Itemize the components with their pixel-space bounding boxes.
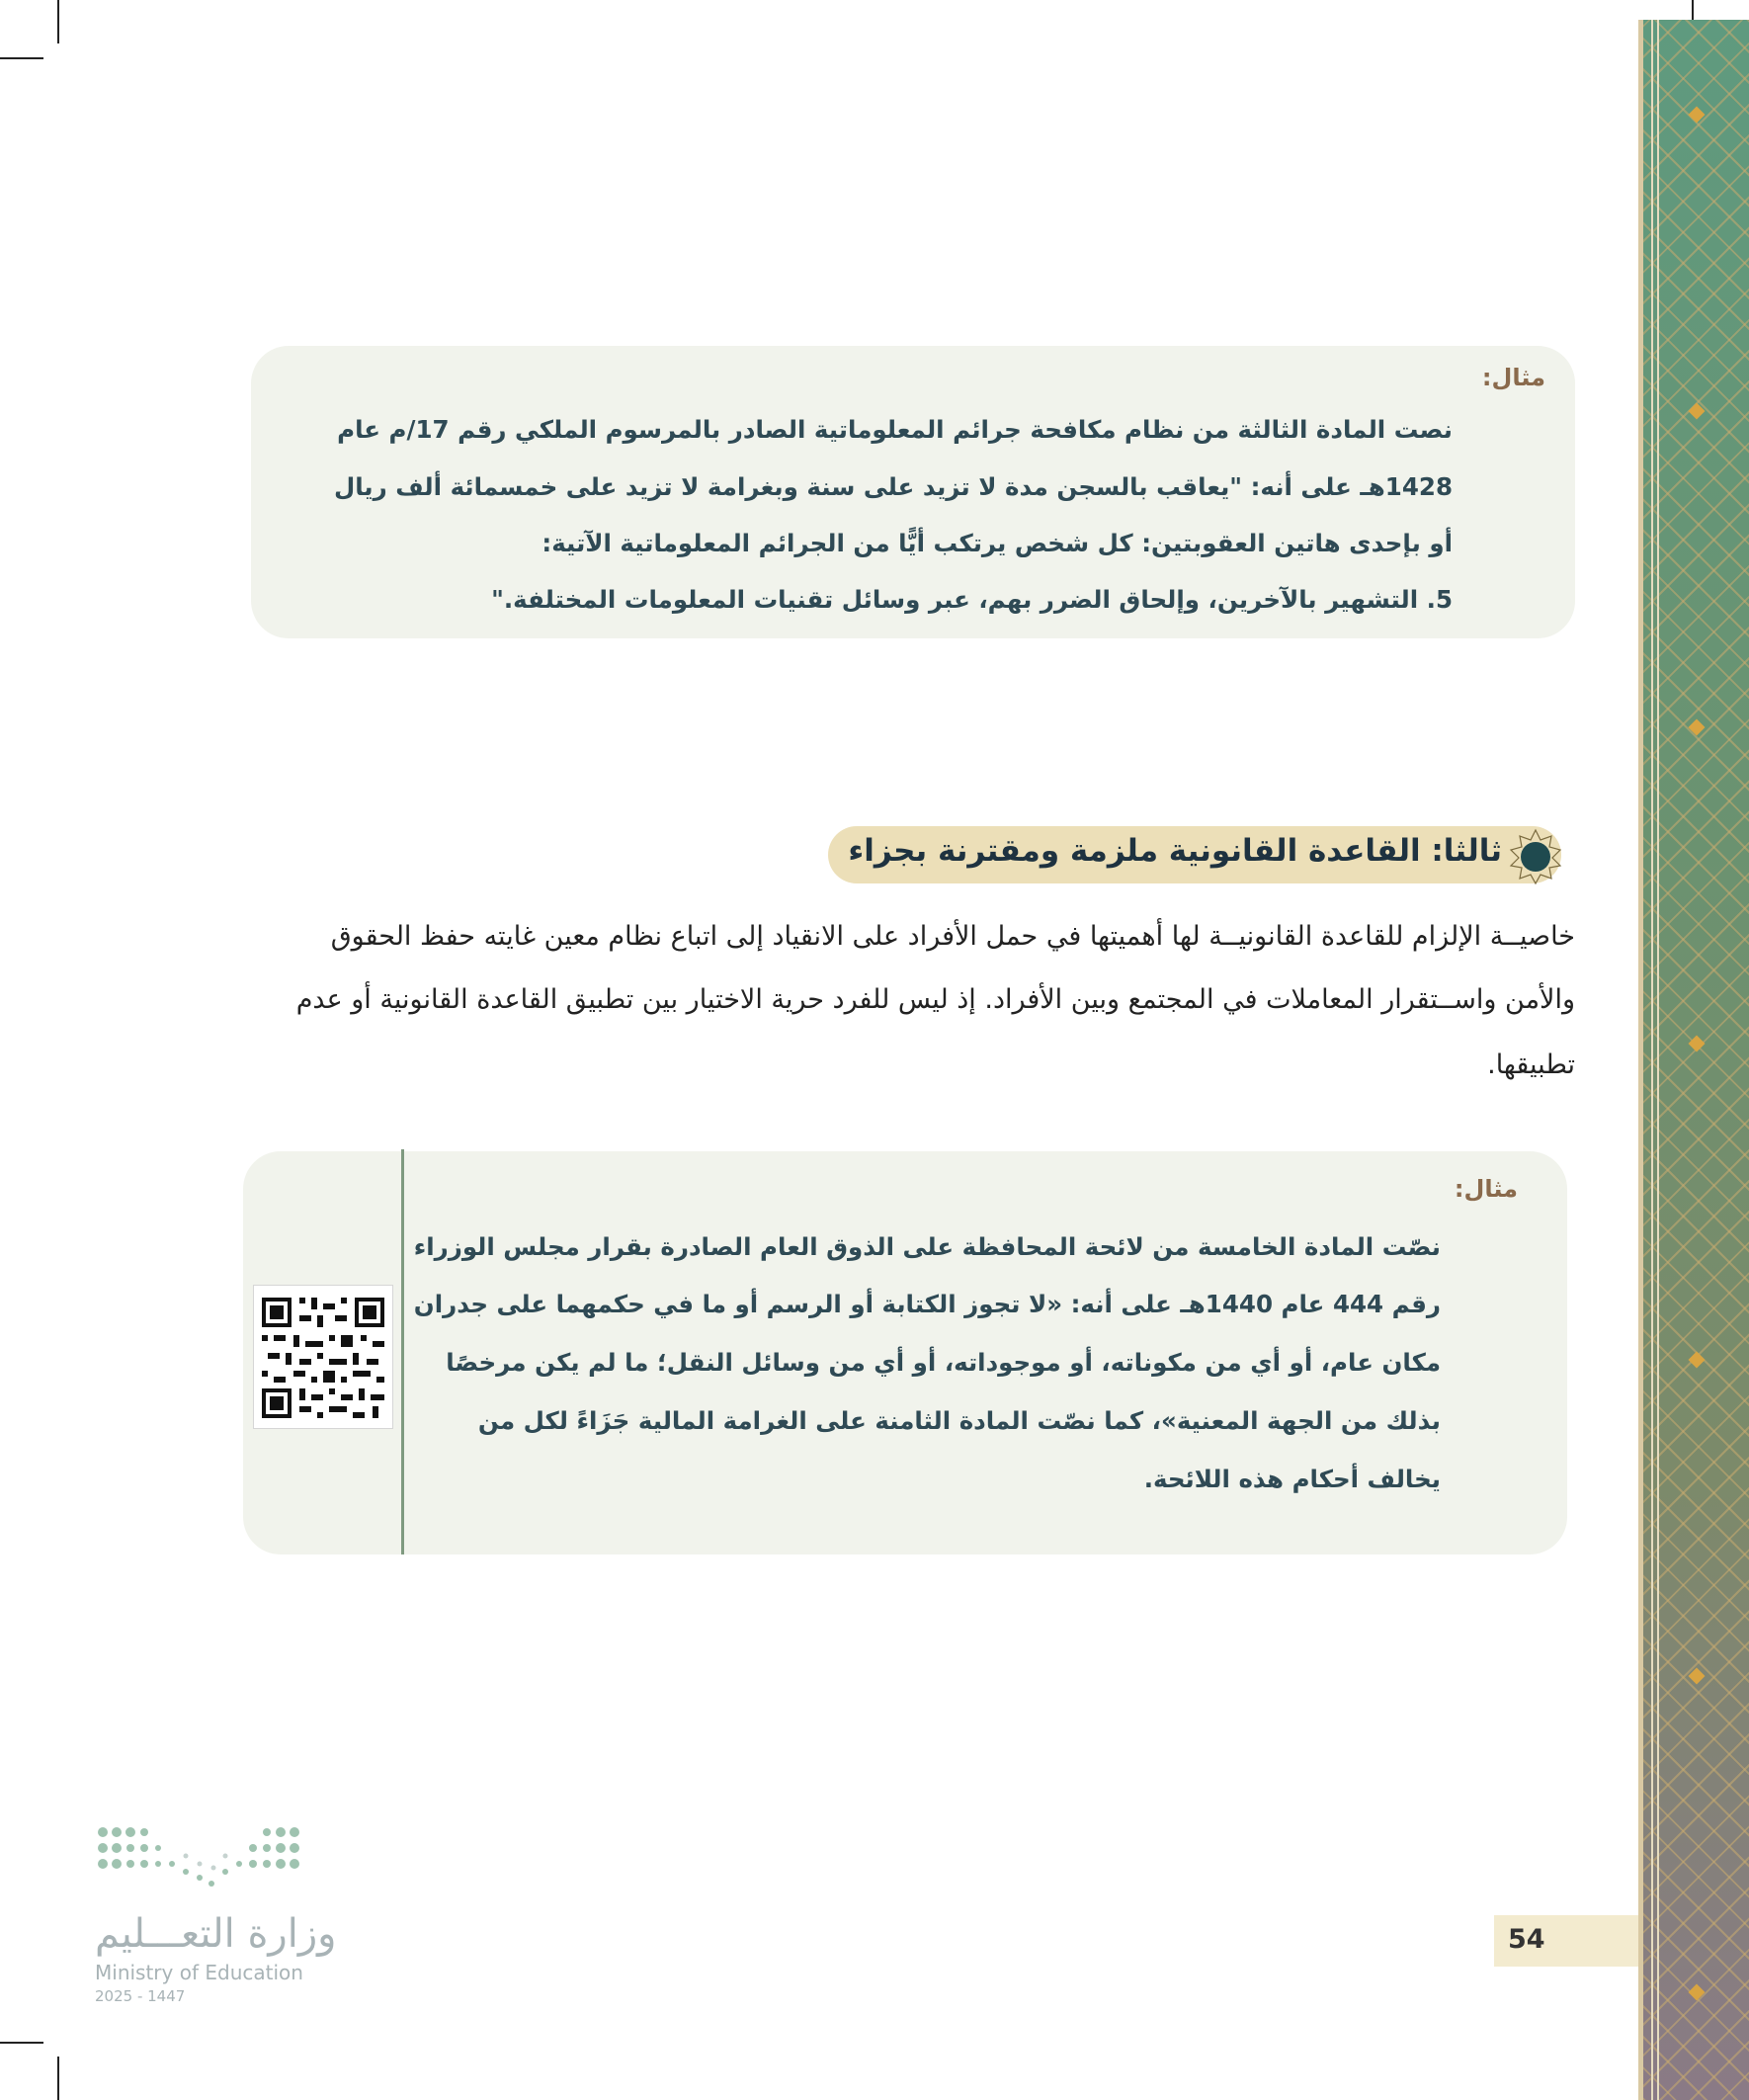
example-box-2	[243, 1151, 1567, 1554]
ministry-logo-icon	[95, 1824, 312, 1893]
example-line: رقم 444 عام 1440هـ على أنه: «لا تجوز الكتابة أو الرسم أو ما في حكمهما على جدران	[413, 1290, 1441, 1318]
crop-mark-top-left-v	[57, 0, 59, 43]
body-text-line: والأمن واســتقرار المعاملات في المجتمع وبين الأفراد. إذ ليس للفرد حرية الاختيار بين تطبيق القاعدة القانونية أو عدم	[295, 984, 1575, 1015]
example-box-1	[251, 346, 1575, 638]
body-text-line: تطبيقها.	[1487, 1050, 1575, 1080]
example-line: 1428هـ على أنه: "يعاقب بالسجن مدة لا تزيد على سنة وبغرامة لا تزيد على خمسمائة ألف ريال	[333, 472, 1453, 501]
ministry-name-english: Ministry of Education	[95, 1961, 303, 1984]
section-heading-pill	[828, 826, 1561, 883]
decorative-border	[1638, 20, 1749, 2100]
crop-mark-bottom-left-v	[57, 2057, 59, 2100]
page-number-box	[1494, 1915, 1638, 1967]
section-title: ثالثا: القاعدة القانونية ملزمة ومقترنة بجزاء	[848, 833, 1502, 869]
example-line: أو بإحدى هاتين العقوبتين: كل شخص يرتكب أيًّا من الجرائم المعلوماتية الآتية:	[541, 529, 1453, 557]
example-line: يخالف أحكام هذه اللائحة.	[1143, 1465, 1441, 1493]
body-text-line: خاصيــة الإلزام للقاعدة القانونيــة لها أهميتها في حمل الأفراد على الانقياد إلى اتباع نظام معين غايته حفظ الحقوق	[330, 921, 1575, 952]
crop-mark-bottom-left-h	[0, 2042, 43, 2044]
section-badge-icon	[1507, 828, 1564, 885]
example-line: نصت المادة الثالثة من نظام مكافحة جرائم المعلوماتية الصادر بالمرسوم الملكي رقم 17/م عام	[337, 415, 1453, 444]
ministry-year: 2025 - 1447	[95, 1987, 186, 2005]
example-label: مثال:	[1454, 1175, 1518, 1203]
example-line: بذلك من الجهة المعنية»، كما نصّت المادة الثامنة على الغرامة المالية جَزَاءً لكل من	[477, 1406, 1441, 1435]
example-line: 5. التشهير بالآخرين، وإلحاق الضرر بهم، عبر وسائل تقنيات المعلومات المختلفة."	[491, 585, 1453, 614]
example-line: نصّت المادة الخامسة من لائحة المحافظة على الذوق العام الصادرة بقرار مجلس الوزراء	[413, 1232, 1441, 1261]
example-line: مكان عام، أو أي من مكوناته، أو موجوداته، أو أي من وسائل النقل؛ ما لم يكن مرخصًا	[446, 1348, 1441, 1377]
example-label: مثال:	[1481, 364, 1545, 391]
page-number: 54	[1508, 1924, 1545, 1955]
qr-code[interactable]	[253, 1285, 393, 1429]
example-divider	[401, 1149, 404, 1554]
crop-mark-top-left-h	[0, 57, 43, 59]
ministry-name-arabic: وزارة التعـــليم	[95, 1911, 337, 1957]
